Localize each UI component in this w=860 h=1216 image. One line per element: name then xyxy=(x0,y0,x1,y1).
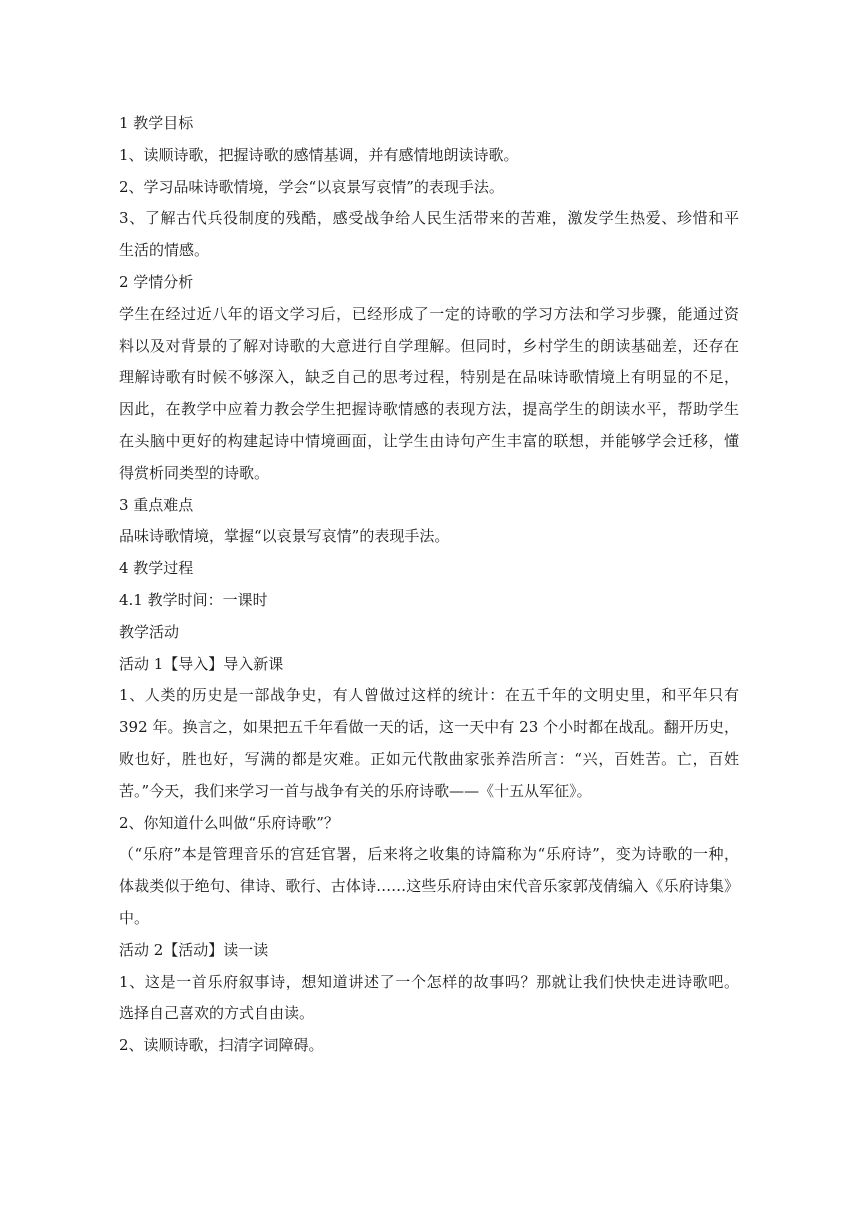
paragraph-line: 1、人类的历史是一部战争史，有人曾做过这样的统计：在五千年的文明史里，和平年只有 xyxy=(119,686,739,705)
paragraph-line: 中。 xyxy=(119,908,150,927)
paragraph-line: 在头脑中更好的构建起诗中情境画面，让学生由诗句产生丰富的联想，并能够学会迁移，懂 xyxy=(119,431,739,450)
heading-key-points: 3 重点难点 xyxy=(119,495,194,514)
paragraph-line: 2、学习品味诗歌情境，学会“以哀景写哀情”的表现手法。 xyxy=(119,177,504,196)
paragraph-line: 败也好，胜也好，写满的都是灾难。正如元代散曲家张养浩所言：“兴，百姓苦。亡，百姓 xyxy=(119,749,739,768)
paragraph-line: 2、你知道什么叫做“乐府诗歌”？ xyxy=(119,813,339,832)
heading-student-analysis: 2 学情分析 xyxy=(119,272,194,291)
paragraph-line: 理解诗歌有时候不够深入，缺乏自己的思考过程，特别是在品味诗歌情境上有明显的不足， xyxy=(119,368,739,387)
heading-teaching-goals: 1 教学目标 xyxy=(119,114,194,132)
paragraph-line: 品味诗歌情境，掌握“以哀景写哀情”的表现手法。 xyxy=(119,527,450,546)
activity-1-title: 活动 1【导入】导入新课 xyxy=(119,654,284,673)
paragraph-line: 得赏析同类型的诗歌。 xyxy=(119,463,270,482)
document-body xyxy=(119,108,739,1062)
activity-2-title: 活动 2【活动】读一读 xyxy=(119,940,269,959)
paragraph-line: 选择自己喜欢的方式自由读。 xyxy=(119,1004,315,1023)
paragraph-line: 2、读顺诗歌，扫清字词障碍。 xyxy=(119,1036,324,1055)
paragraph-line: （“乐府”本是管理音乐的宫廷官署，后来将之收集的诗篇称为“乐府诗”，变为诗歌的一种， xyxy=(119,845,739,864)
paragraph-line: 3、了解古代兵役制度的残酷，感受战争给人民生活带来的苦难，激发学生热爱、珍惜和平 xyxy=(119,209,739,228)
paragraph-line: 生活的情感。 xyxy=(119,241,210,260)
paragraph-line: 料以及对背景的了解对诗歌的大意进行自学理解。但同时，乡村学生的朗读基础差，还存在 xyxy=(119,336,739,355)
paragraph-line: 1、这是一首乐府叙事诗，想知道讲述了一个怎样的故事吗？那就让我们快快走进诗歌吧。 xyxy=(119,972,739,991)
subheading-teaching-time: 4.1 教学时间：一课时 xyxy=(119,590,268,609)
paragraph-line: 因此，在教学中应着力教会学生把握诗歌情感的表现方法，提高学生的朗读水平，帮助学生 xyxy=(119,400,739,419)
subheading-teaching-activities: 教学活动 xyxy=(119,622,180,641)
paragraph-line: 苦。”今天，我们来学习一首与战争有关的乐府诗歌——《十五从军征》。 xyxy=(119,781,592,800)
paragraph-line: 学生在经过近八年的语文学习后，已经形成了一定的诗歌的学习方法和学习步骤，能通过资 xyxy=(119,304,739,323)
heading-teaching-process: 4 教学过程 xyxy=(119,559,194,578)
paragraph-line: 体裁类似于绝句、律诗、歌行、古体诗……这些乐府诗由宋代音乐家郭茂倩编入《乐府诗集》 xyxy=(119,877,739,896)
paragraph-line: 392 年。换言之，如果把五千年看做一天的话，这一天中有 23 个小时都在战乱。翻开历史， xyxy=(119,718,739,737)
paragraph-line: 1、读顺诗歌，把握诗歌的感情基调，并有感情地朗读诗歌。 xyxy=(119,145,519,164)
